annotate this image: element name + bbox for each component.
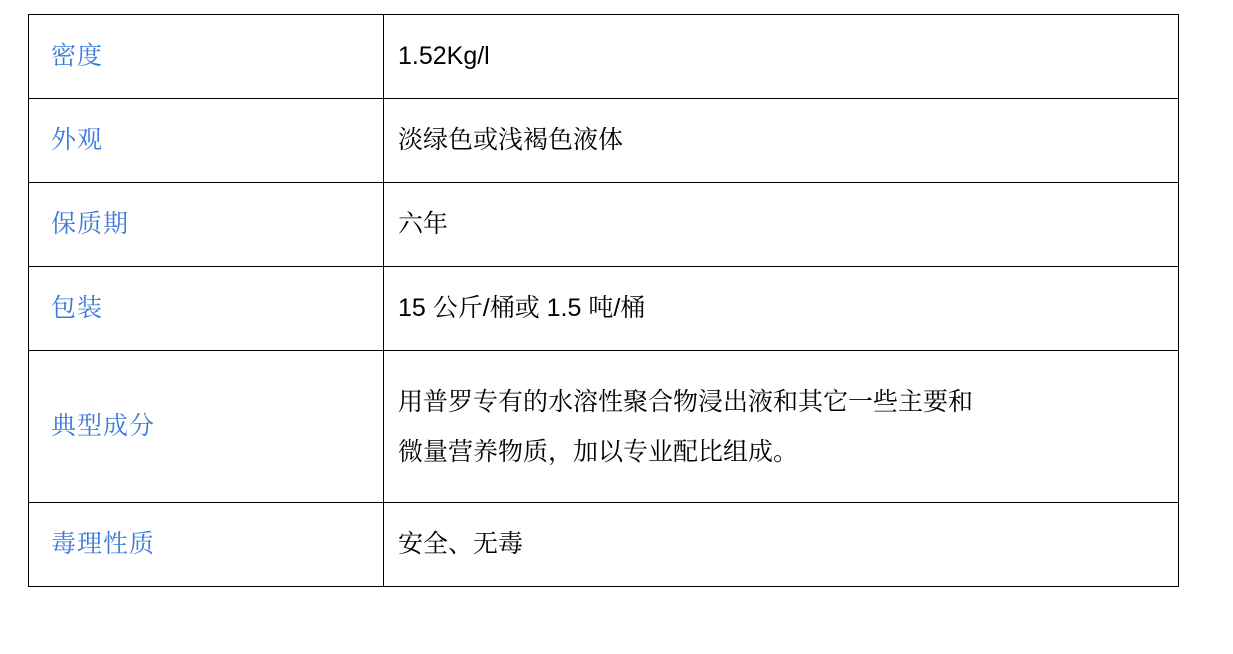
specification-table	[28, 14, 1179, 587]
table-row	[29, 183, 1179, 267]
row-value-line: 用普罗专有的水溶性聚合物浸出液和其它一些主要和	[398, 387, 974, 416]
row-value-line: 淡绿色或浅褐色液体	[398, 126, 624, 155]
row-value-line: 六年	[398, 210, 449, 239]
row-label: 毒理性质	[29, 503, 384, 587]
table-row	[29, 99, 1179, 183]
row-label: 密度	[29, 15, 384, 99]
row-label: 典型成分	[29, 351, 384, 503]
table-row	[29, 503, 1179, 587]
row-value	[384, 99, 1179, 183]
row-value-line: 微量营养物质，加以专业配比组成。	[398, 437, 799, 466]
table-row	[29, 267, 1179, 351]
row-value	[384, 351, 1179, 503]
row-value-line: 安全、无毒	[398, 530, 524, 559]
row-value-line: 1.52Kg/l	[398, 42, 490, 71]
row-label: 保质期	[29, 183, 384, 267]
row-label: 外观	[29, 99, 384, 183]
row-value	[384, 183, 1179, 267]
table-row	[29, 351, 1179, 503]
row-value-line: 15 公斤/桶或 1.5 吨/桶	[398, 294, 646, 323]
row-value	[384, 503, 1179, 587]
table-row	[29, 15, 1179, 99]
row-value	[384, 267, 1179, 351]
row-label: 包装	[29, 267, 384, 351]
row-value	[384, 15, 1179, 99]
